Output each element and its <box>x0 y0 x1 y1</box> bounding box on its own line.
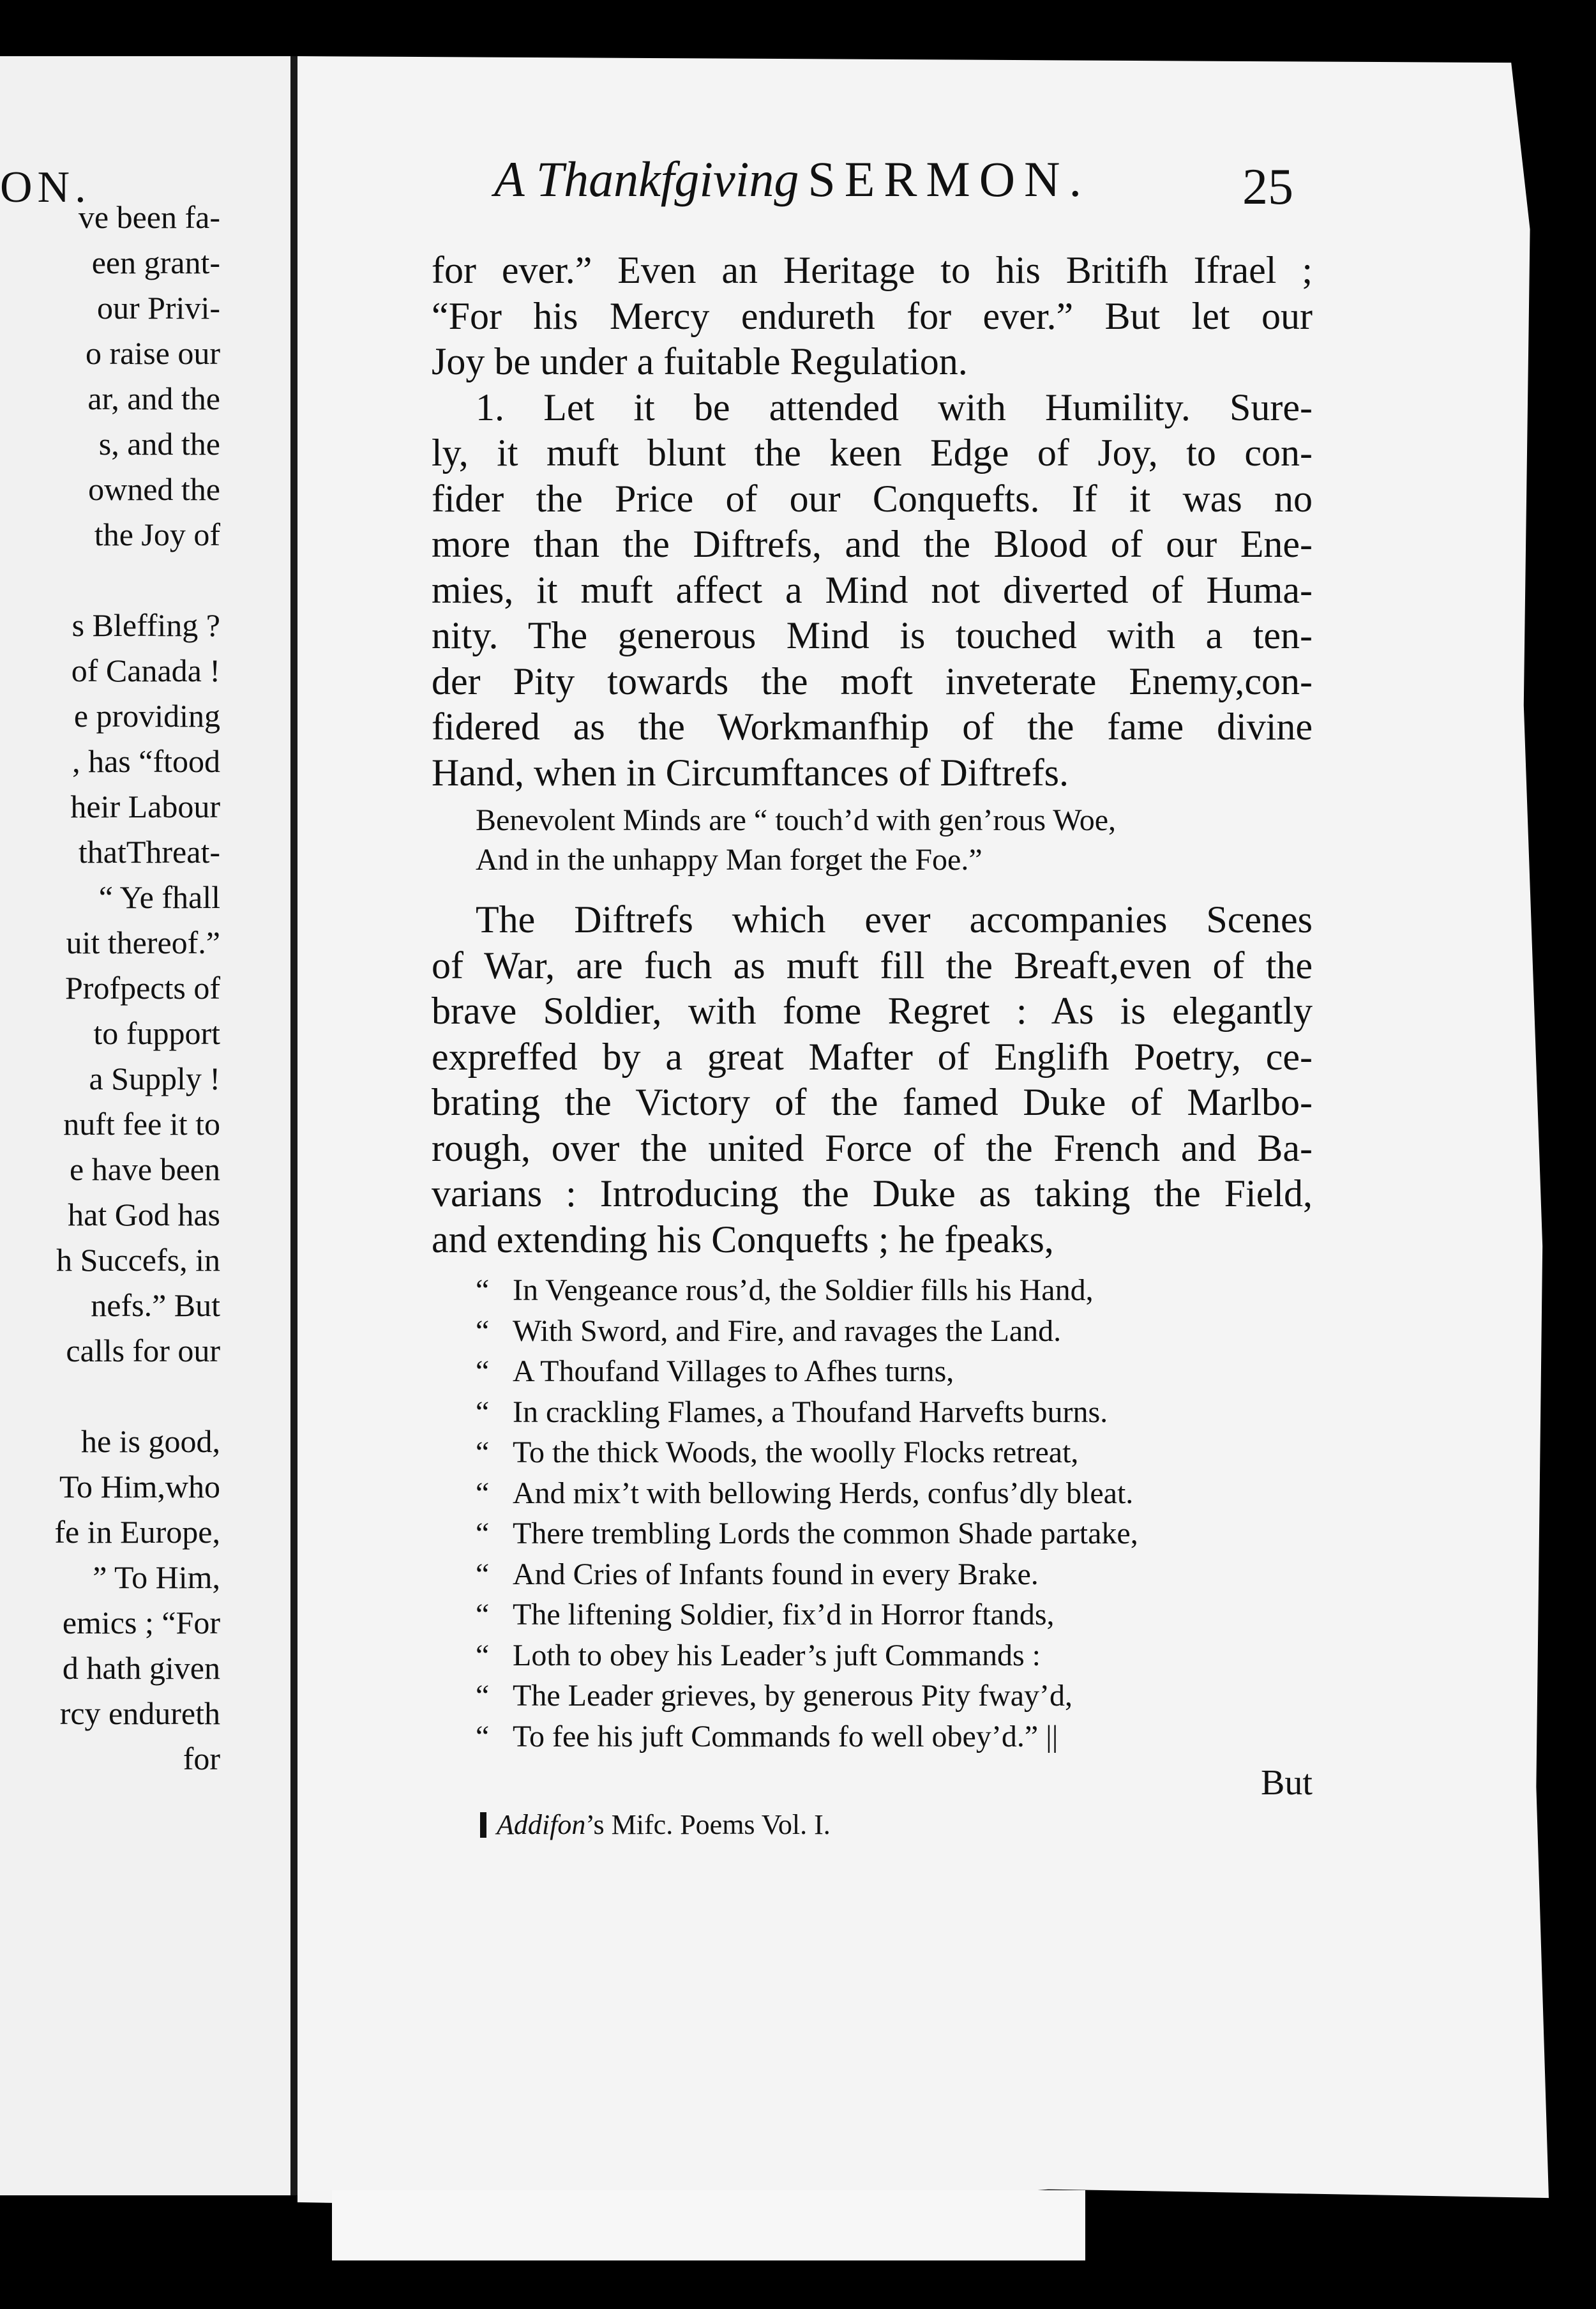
footnote-mark-icon <box>480 1812 486 1838</box>
text-line: Joy be under a fuitable Regulation. <box>432 340 968 382</box>
verse-text: And Cries of Infants found in every Brake. <box>513 1557 1039 1591</box>
text-line: fidered as the Workmanfhip of the fame divine <box>432 706 1313 748</box>
left-page-line: for <box>183 1741 220 1776</box>
footnote <box>480 1808 831 1841</box>
verse-quote-mark: “ <box>476 1517 490 1550</box>
verse-line <box>476 1676 1073 1716</box>
left-page-line: To Him,who <box>59 1469 220 1504</box>
left-page-line: ” To Him, <box>93 1559 220 1595</box>
left-page-line: Profpects of <box>65 970 220 1006</box>
left-page-line: nefs.” But <box>91 1287 220 1323</box>
text-line: brave Soldier, with fome Regret : As is elegantly <box>432 990 1313 1032</box>
header-italic: A Thankfgiving <box>494 151 799 207</box>
left-page-line: s, and the <box>98 426 220 462</box>
verse-quote-mark: “ <box>476 1638 490 1672</box>
verse-quote-mark: “ <box>476 1435 490 1469</box>
verse-quote-mark: “ <box>476 1476 490 1510</box>
left-page-line: ve been fa- <box>78 199 220 235</box>
text-line: for ever.” Even an Heritage to his Britifh Ifrael ; <box>432 249 1313 291</box>
left-page-line: thatThreat- <box>78 834 220 870</box>
left-page-line: he is good, <box>80 1423 220 1459</box>
left-page-line: o raise our <box>85 335 220 371</box>
verse-line <box>476 1312 1061 1351</box>
text-line: brating the Victory of the famed Duke of Marlbo- <box>432 1081 1313 1123</box>
left-page-line: heir Labour <box>70 789 220 824</box>
verse-text: A Thoufand Villages to Afhes turns, <box>513 1354 954 1388</box>
verse-line <box>476 1393 1108 1432</box>
verse-line <box>476 1555 1039 1594</box>
verse-line <box>476 1474 1133 1513</box>
text-line: varians : Introducing the Duke as taking the Field, <box>432 1172 1313 1215</box>
left-page-line: e providing <box>73 698 220 734</box>
header-caps: SERMON. <box>808 151 1090 207</box>
text-line: “For his Mercy endureth for ever.” But let our <box>432 294 1313 337</box>
left-page-line: hat God has <box>68 1197 220 1232</box>
text-line: more than the Diftrefs, and the Blood of our Ene- <box>432 523 1313 565</box>
verse-line <box>476 1352 954 1391</box>
left-page-line: h Succefs, in <box>56 1242 220 1278</box>
left-page-line: calls for our <box>66 1333 220 1368</box>
left-page-line: nuft fee it to <box>63 1106 220 1142</box>
left-page-text <box>0 56 290 2195</box>
left-page-line: een grant- <box>91 245 220 280</box>
verse-text: Loth to obey his Leader’s juft Commands : <box>513 1638 1041 1672</box>
verse-text: In Vengeance rous’d, the Soldier fills his Hand, <box>513 1273 1094 1307</box>
verse-line <box>476 1636 1041 1676</box>
text-line: and extending his Conquefts ; he fpeaks, <box>432 1218 1054 1260</box>
verse-quote-mark: “ <box>476 1273 490 1307</box>
text-line: of War, are fuch as muft fill the Breaft,even of the <box>432 944 1313 987</box>
left-page-line: rcy endureth <box>59 1695 220 1731</box>
paper-strip <box>332 2190 1085 2260</box>
left-page-line: d hath given <box>62 1650 220 1686</box>
left-page-line: emics ; “For <box>62 1605 220 1640</box>
verse-text: The liftening Soldier, fix’d in Horror ftands, <box>513 1598 1055 1631</box>
text-line: Benevolent Minds are “ touch’d with gen’rous Woe, <box>476 803 1117 837</box>
left-page-line: ar, and the <box>87 381 220 416</box>
text-line: The Diftrefs which ever accompanies Scenes <box>476 898 1313 941</box>
verse-text: In crackling Flames, a Thoufand Harvefts burns. <box>513 1395 1108 1429</box>
left-page-line: the Joy of <box>94 517 220 552</box>
text-line: 1. Let it be attended with Humility. Sure- <box>476 386 1313 428</box>
verse-quote-mark: “ <box>476 1719 490 1753</box>
verse-text: With Sword, and Fire, and ravages the Land. <box>513 1313 1062 1348</box>
left-page-line: s Bleffing ? <box>72 607 220 643</box>
verse-quote-mark: “ <box>476 1313 490 1348</box>
footnote-author: Addifon <box>497 1809 586 1840</box>
verse-text: To the thick Woods, the woolly Flocks retreat, <box>513 1435 1079 1469</box>
verse-quote-mark: “ <box>476 1557 490 1591</box>
left-page-line: e have been <box>70 1151 220 1187</box>
footnote-text: ’s Mifc. Poems Vol. I. <box>585 1809 831 1840</box>
verse-line <box>476 1717 1058 1757</box>
text-line: Hand, when in Circumftances of Diftrefs. <box>432 751 1069 794</box>
verse-line <box>476 1514 1138 1554</box>
verse-line <box>476 1595 1055 1635</box>
catchword: But <box>1261 1763 1313 1803</box>
verse-text: The Leader grieves, by generous Pity fway’d, <box>513 1679 1073 1713</box>
text-line: der Pity towards the moft inveterate Enemy,con- <box>432 660 1313 702</box>
text-line: fider the Price of our Conquefts. If it was no <box>432 477 1313 520</box>
left-page-line: uit thereof.” <box>66 925 220 960</box>
verse-text: There trembling Lords the common Shade partake, <box>513 1517 1138 1550</box>
left-page <box>0 56 294 2195</box>
left-page-line: a Supply ! <box>89 1061 220 1096</box>
verse-line <box>476 1271 1094 1310</box>
left-page-line: owned the <box>88 471 220 507</box>
verse-quote-mark: “ <box>476 1395 490 1429</box>
left-page-line: “ Ye fhall <box>98 879 220 915</box>
left-page-line: of Canada ! <box>71 653 220 688</box>
left-page-line: to fupport <box>93 1015 220 1051</box>
page-number: 25 <box>1242 159 1293 215</box>
verse-text: And mix’t with bellowing Herds, confus’dly bleat. <box>513 1476 1134 1510</box>
header-title <box>494 151 1090 208</box>
text-line: And in the unhappy Man forget the Foe.” <box>476 843 982 877</box>
text-line: ly, it muft blunt the keen Edge of Joy, to con- <box>432 432 1313 474</box>
text-line: expreffed by a great Mafter of Englifh Poetry, ce- <box>432 1035 1313 1078</box>
left-page-line: fe in Europe, <box>54 1514 220 1550</box>
text-line: rough, over the united Force of the French and Ba- <box>432 1126 1313 1169</box>
left-page-line: , has “ftood <box>72 743 220 779</box>
verse-quote-mark: “ <box>476 1354 490 1388</box>
verse-line <box>476 1433 1078 1472</box>
verse-quote-mark: “ <box>476 1679 490 1713</box>
left-page-header: ON. <box>0 163 91 212</box>
verse-quote-mark: “ <box>476 1598 490 1631</box>
left-page-line: our Privi- <box>96 290 220 326</box>
text-line: nity. The generous Mind is touched with a ten- <box>432 614 1313 656</box>
verse-text: To fee his juft Commands fo well obey’d.” || <box>513 1719 1058 1753</box>
text-line: mies, it muft affect a Mind not diverted of Huma- <box>432 568 1313 611</box>
